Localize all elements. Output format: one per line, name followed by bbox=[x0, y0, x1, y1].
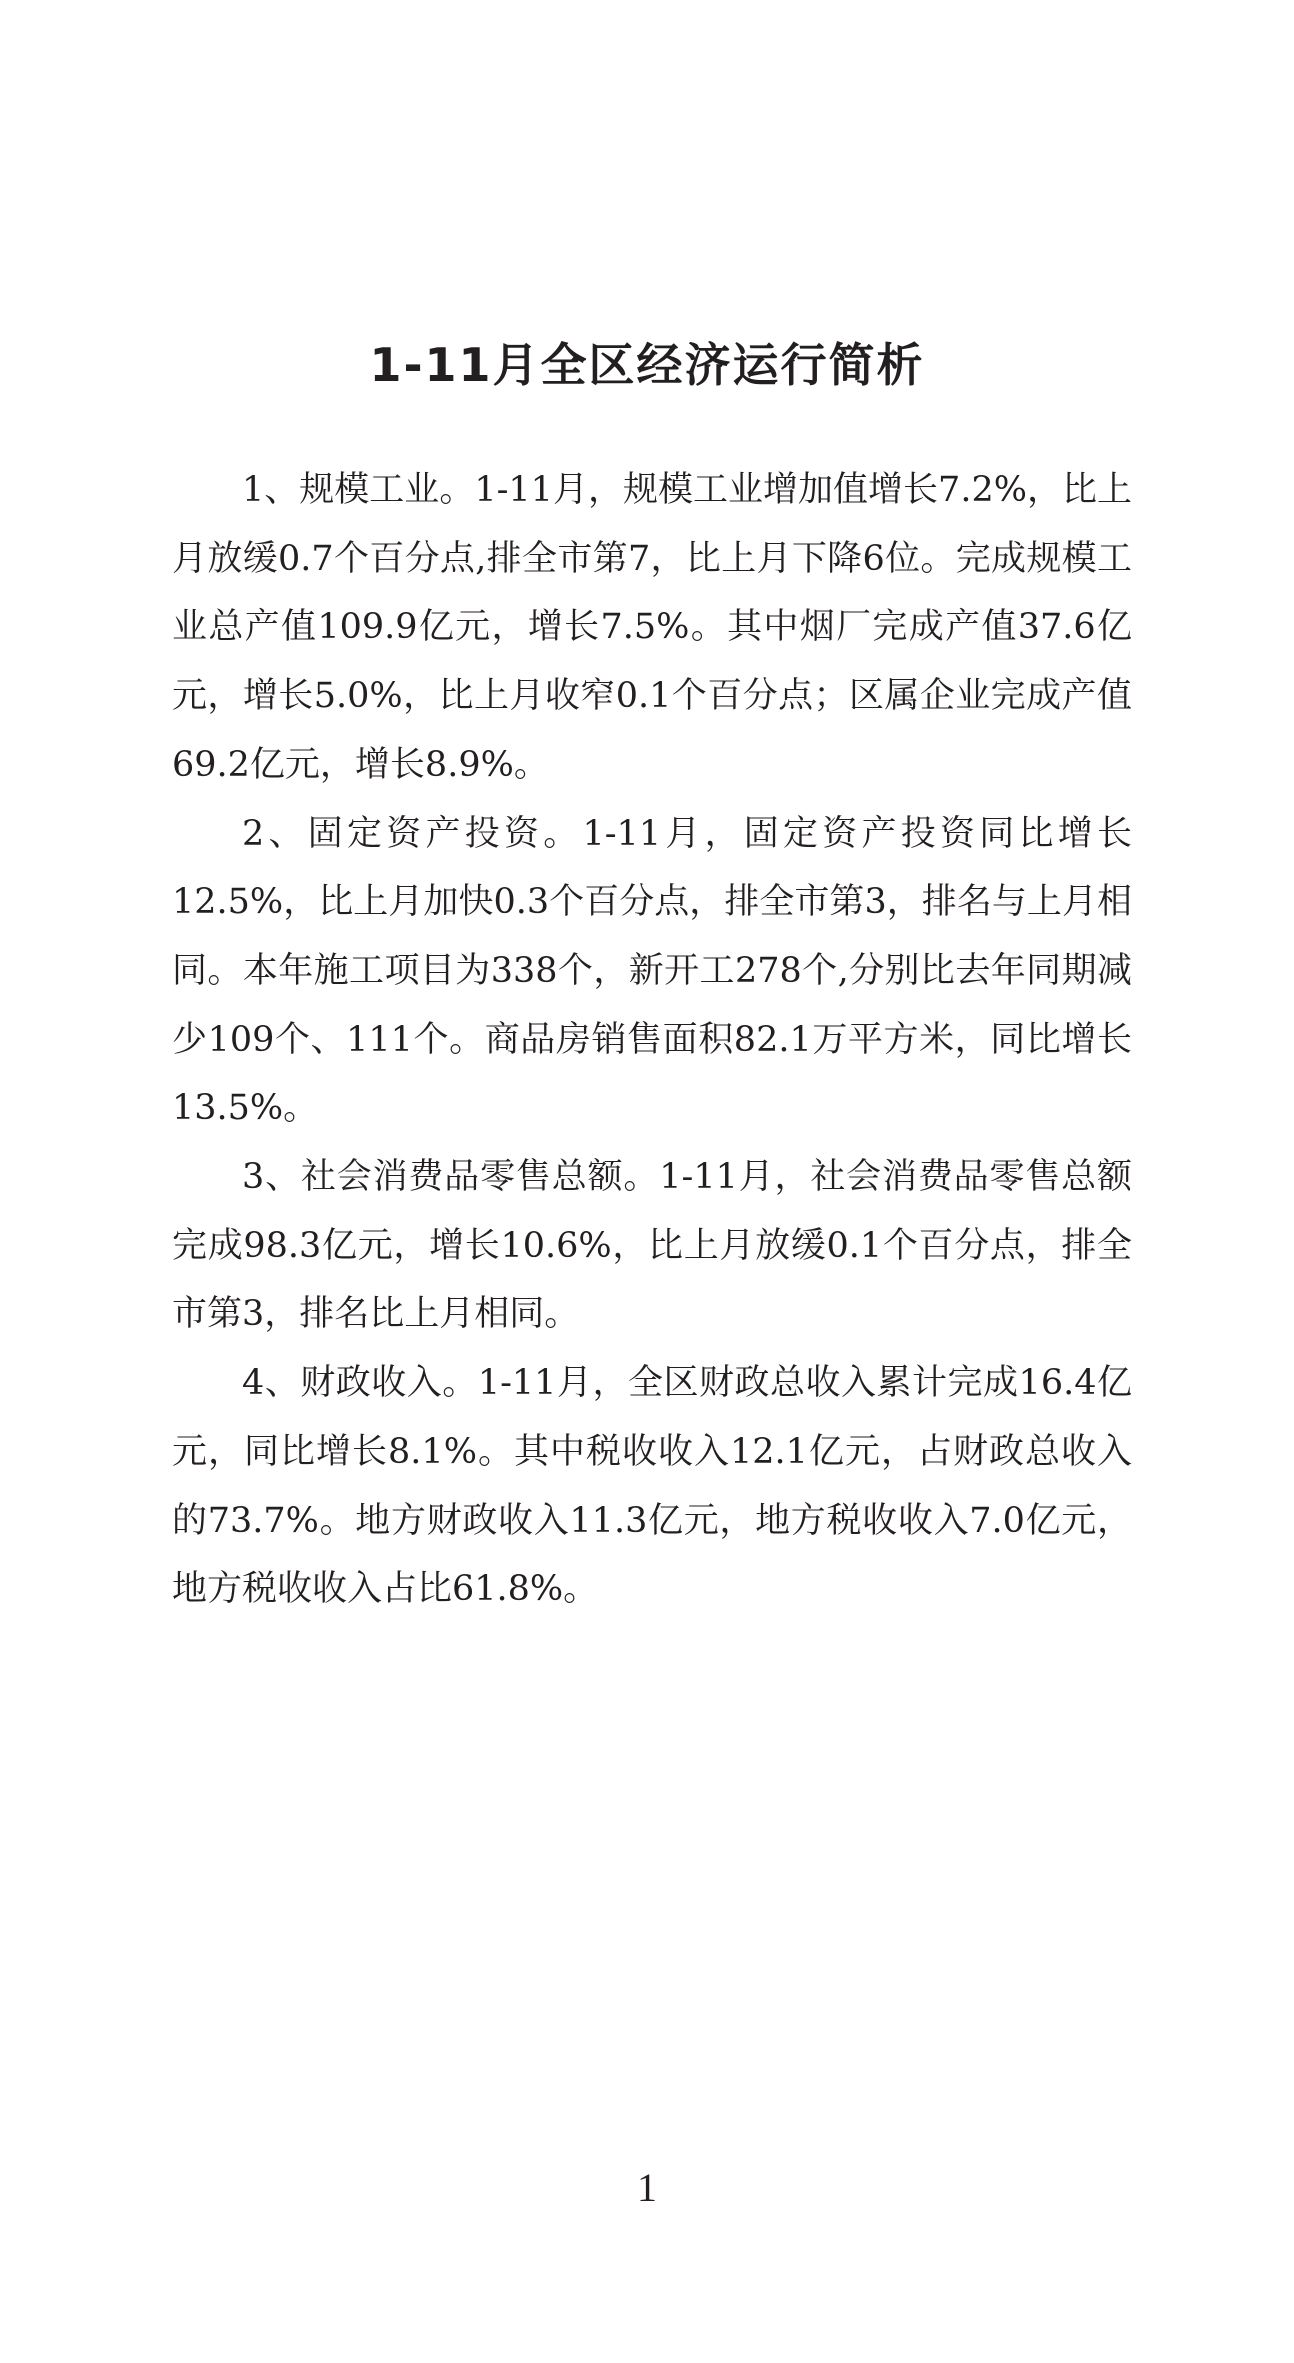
document-body bbox=[172, 456, 1132, 1624]
document-title: 1-11月全区经济运行简析 bbox=[369, 338, 925, 392]
paragraph-retail-sales: 3、社会消费品零售总额。1-11月，社会消费品零售总额完成98.3亿元，增长10.6%，比上月放缓0.1个百分点，排全市第3，排名比上月相同。 bbox=[172, 1157, 1132, 1335]
paragraph-fiscal-revenue: 4、财政收入。1-11月，全区财政总收入累计完成16.4亿元，同比增长8.1%。其中税收收入12.1亿元，占财政总收入的73.7%。地方财政收入11.3亿元，地方税收收入7.0亿元，地方税收收入占比61.8%。 bbox=[172, 1363, 1132, 1610]
page-number: 1 bbox=[637, 2165, 657, 2210]
paragraph-fixed-asset-investment: 2、固定资产投资。1-11月，固定资产投资同比增长12.5%，比上月加快0.3个百分点，排全市第3，排名与上月相同。本年施工项目为338个，新开工278个,分别比去年同期减少109个、111个。商品房销售面积82.1万平方米，同比增长13.5%。 bbox=[172, 813, 1132, 1129]
paragraph-industry: 1、规模工业。1-11月，规模工业增加值增长7.2%，比上月放缓0.7个百分点,排全市第7，比上月下降6位。完成规模工业总产值109.9亿元，增长7.5%。其中烟厂完成产值37.6亿元，增长5.0%，比上月收窄0.1个百分点；区属企业完成产值69.2亿元，增长8.9%。 bbox=[172, 470, 1132, 785]
